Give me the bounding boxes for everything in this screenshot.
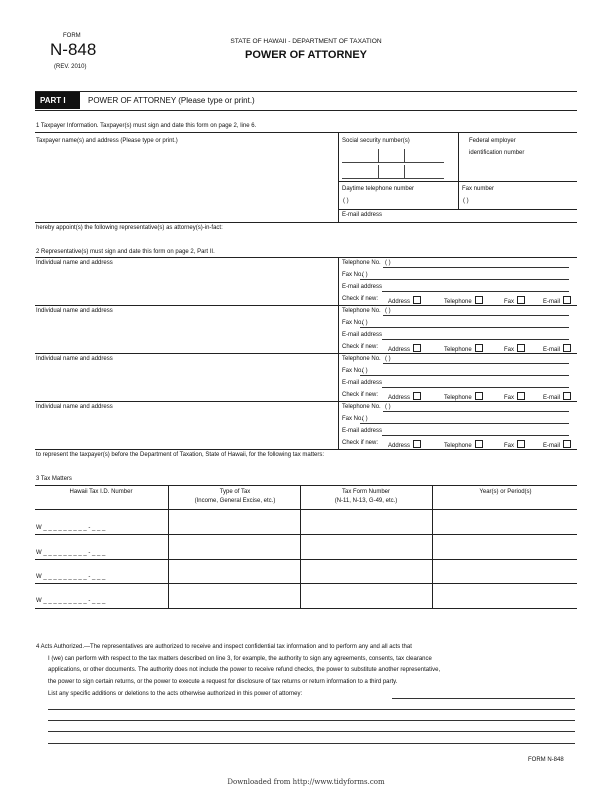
rep-email-label: E-mail address bbox=[342, 332, 383, 338]
rep-telephone-paren: ( ) bbox=[385, 356, 391, 362]
rep-fax-field[interactable] bbox=[360, 279, 569, 280]
checkbox-email[interactable] bbox=[563, 440, 571, 448]
tax-id-cell[interactable]: W _ _ _ _ _ _ _ _ _ - _ _ _ bbox=[36, 598, 106, 604]
rep-email-field[interactable] bbox=[382, 339, 569, 340]
form-title: POWER OF ATTORNEY bbox=[244, 49, 368, 61]
section1-heading: 1 Taxpayer Information. Taxpayer(s) must sign and date this form on page 2, line 6. bbox=[36, 123, 257, 129]
opt-email-label: E-mail bbox=[543, 299, 561, 305]
fein-label-2: identification number bbox=[469, 150, 525, 156]
col-type-of-tax: Type of Tax bbox=[219, 489, 251, 495]
checkbox-email[interactable] bbox=[563, 344, 571, 352]
check-if-new-label: Check if new: bbox=[342, 440, 379, 446]
col-hawaii-tax-id: Hawaii Tax I.D. Number bbox=[69, 489, 133, 495]
section4-line4: the power to sign certain returns, or the power to execute a request for disclosure of tax returns or return information to a third party. bbox=[48, 679, 398, 685]
rep-fax-field[interactable] bbox=[360, 375, 569, 376]
checkbox-telephone[interactable] bbox=[475, 296, 483, 304]
rep-email-label: E-mail address bbox=[342, 284, 383, 290]
acts-additions-line[interactable] bbox=[48, 731, 575, 732]
rep-telephone-field[interactable] bbox=[383, 411, 569, 412]
rep-fax-paren: ( ) bbox=[362, 368, 368, 374]
acts-additions-line[interactable] bbox=[48, 720, 575, 721]
opt-address-label: Address bbox=[388, 443, 411, 449]
rep-name-address-field[interactable] bbox=[36, 316, 334, 352]
opt-telephone-label: Telephone bbox=[444, 443, 472, 449]
fax-number-field[interactable]: ( ) bbox=[463, 198, 469, 204]
checkbox-fax[interactable] bbox=[517, 344, 525, 352]
ssn-field-1[interactable] bbox=[342, 149, 444, 163]
checkbox-email[interactable] bbox=[563, 392, 571, 400]
rep-telephone-label: Telephone No. bbox=[342, 404, 381, 410]
tax-id-cell[interactable]: W _ _ _ _ _ _ _ _ _ - _ _ _ bbox=[36, 525, 106, 531]
col-tax-form-number-sub: (N-11, N-13, G-49, etc.) bbox=[334, 498, 398, 504]
fax-number-label: Fax number bbox=[462, 186, 495, 192]
opt-fax-label: Fax bbox=[504, 347, 515, 353]
rep-telephone-paren: ( ) bbox=[385, 260, 391, 266]
section4-line1: 4 Acts Authorized.—The representatives are authorized to receive and inspect confidential tax information and to perform any and all acts that bbox=[36, 644, 412, 650]
rep-email-field[interactable] bbox=[382, 387, 569, 388]
rep-telephone-field[interactable] bbox=[383, 315, 569, 316]
rep-telephone-label: Telephone No. bbox=[342, 308, 381, 314]
part1-title: POWER OF ATTORNEY (Please type or print.) bbox=[88, 96, 255, 105]
acts-additions-line[interactable] bbox=[48, 743, 575, 744]
taxpayer-name-address-label: Taxpayer name(s) and address (Please type or print.) bbox=[36, 138, 178, 144]
rep-fax-paren: ( ) bbox=[362, 272, 368, 278]
checkbox-address[interactable] bbox=[413, 296, 421, 304]
rep-check-new-row bbox=[342, 344, 577, 351]
checkbox-fax[interactable] bbox=[517, 296, 525, 304]
checkbox-email[interactable] bbox=[563, 296, 571, 304]
taxpayer-name-address-field[interactable] bbox=[36, 146, 336, 209]
daytime-phone-label: Daytime telephone number bbox=[342, 186, 415, 192]
rep-name-label: Individual name and address bbox=[36, 404, 113, 410]
section4-line2: I (we) can perform with respect to the tax matters described on line 3, for example, the authority to sign any agreements, consents, tax clearance bbox=[48, 656, 432, 662]
ssn-field-2[interactable] bbox=[342, 165, 444, 179]
part1-label: PART I bbox=[40, 96, 66, 105]
email-address-label: E-mail address bbox=[342, 212, 383, 218]
checkbox-fax[interactable] bbox=[517, 440, 525, 448]
col-type-of-tax-sub: (Income, General Excise, etc.) bbox=[194, 498, 276, 504]
rep-email-field[interactable] bbox=[382, 291, 569, 292]
ssn-label: Social security number(s) bbox=[342, 138, 410, 144]
check-if-new-label: Check if new: bbox=[342, 296, 379, 302]
rep-fax-paren: ( ) bbox=[362, 416, 368, 422]
opt-telephone-label: Telephone bbox=[444, 347, 472, 353]
opt-email-label: E-mail bbox=[543, 443, 561, 449]
rep-check-new-row bbox=[342, 296, 577, 303]
rep-check-new-row bbox=[342, 440, 577, 447]
rep-telephone-label: Telephone No. bbox=[342, 260, 381, 266]
rep-fax-label: Fax No. bbox=[342, 320, 364, 326]
email-address-field[interactable] bbox=[400, 211, 575, 221]
section3-heading: 3 Tax Matters bbox=[36, 476, 72, 482]
rep-fax-label: Fax No. bbox=[342, 272, 364, 278]
section4-line3: applications, or other documents. The authority does not include the power to receive refund checks, the power to substitute another representative, bbox=[48, 667, 441, 673]
opt-fax-label: Fax bbox=[504, 395, 515, 401]
rep-name-address-field[interactable] bbox=[36, 412, 334, 448]
daytime-phone-field[interactable]: ( ) bbox=[343, 198, 349, 204]
opt-telephone-label: Telephone bbox=[444, 395, 472, 401]
represent-text: to represent the taxpayer(s) before the Department of Taxation, State of Hawaii, for the following tax matters: bbox=[36, 452, 325, 458]
rep-email-field[interactable] bbox=[382, 435, 569, 436]
tax-id-cell[interactable]: W _ _ _ _ _ _ _ _ _ - _ _ _ bbox=[36, 550, 106, 556]
opt-address-label: Address bbox=[388, 299, 411, 305]
col-tax-form-number: Tax Form Number bbox=[341, 489, 390, 495]
check-if-new-label: Check if new: bbox=[342, 344, 379, 350]
checkbox-fax[interactable] bbox=[517, 392, 525, 400]
section2-heading: 2 Representative(s) must sign and date this form on page 2, Part II. bbox=[36, 249, 215, 255]
rep-check-new-row bbox=[342, 392, 577, 399]
rep-fax-field[interactable] bbox=[360, 423, 569, 424]
rep-name-label: Individual name and address bbox=[36, 308, 113, 314]
opt-address-label: Address bbox=[388, 347, 411, 353]
check-if-new-label: Check if new: bbox=[342, 392, 379, 398]
checkbox-telephone[interactable] bbox=[475, 344, 483, 352]
downloaded-from: Downloaded from http://www.tidyforms.com bbox=[227, 778, 385, 786]
footer-form-id: FORM N-848 bbox=[528, 757, 564, 763]
rep-telephone-field[interactable] bbox=[383, 363, 569, 364]
tax-id-cell[interactable]: W _ _ _ _ _ _ _ _ _ - _ _ _ bbox=[36, 574, 106, 580]
form-number: N-848 bbox=[50, 40, 97, 59]
fein-field[interactable] bbox=[462, 160, 574, 182]
checkbox-address[interactable] bbox=[413, 392, 421, 400]
col-years-periods: Year(s) or Period(s) bbox=[479, 489, 532, 495]
fein-label: Federal employer bbox=[469, 138, 516, 144]
checkbox-address[interactable] bbox=[413, 344, 421, 352]
rep-telephone-paren: ( ) bbox=[385, 308, 391, 314]
rep-fax-label: Fax No. bbox=[342, 368, 364, 374]
rep-name-address-field[interactable] bbox=[36, 268, 334, 304]
opt-address-label: Address bbox=[388, 395, 411, 401]
opt-email-label: E-mail bbox=[543, 395, 561, 401]
opt-telephone-label: Telephone bbox=[444, 299, 472, 305]
rep-name-label: Individual name and address bbox=[36, 260, 113, 266]
checkbox-telephone[interactable] bbox=[475, 440, 483, 448]
rep-name-label: Individual name and address bbox=[36, 356, 113, 362]
opt-fax-label: Fax bbox=[504, 299, 515, 305]
rep-telephone-label: Telephone No. bbox=[342, 356, 381, 362]
checkbox-telephone[interactable] bbox=[475, 392, 483, 400]
rep-fax-field[interactable] bbox=[360, 327, 569, 328]
rep-fax-label: Fax No. bbox=[342, 416, 364, 422]
rep-fax-paren: ( ) bbox=[362, 320, 368, 326]
agency-name: STATE OF HAWAII - DEPARTMENT OF TAXATION bbox=[230, 38, 382, 45]
opt-fax-label: Fax bbox=[504, 443, 515, 449]
section4-line5: List any specific additions or deletions to the acts otherwise authorized in this power of attorney: bbox=[48, 691, 303, 697]
acts-additions-line[interactable] bbox=[48, 709, 575, 710]
rep-telephone-paren: ( ) bbox=[385, 404, 391, 410]
opt-email-label: E-mail bbox=[543, 347, 561, 353]
rep-email-label: E-mail address bbox=[342, 428, 383, 434]
rep-email-label: E-mail address bbox=[342, 380, 383, 386]
acts-additions-line[interactable] bbox=[392, 698, 575, 699]
rep-telephone-field[interactable] bbox=[383, 267, 569, 268]
form-label: FORM bbox=[63, 33, 81, 39]
rep-name-address-field[interactable] bbox=[36, 364, 334, 400]
form-revision: (REV. 2010) bbox=[54, 64, 87, 70]
checkbox-address[interactable] bbox=[413, 440, 421, 448]
appoint-text: hereby appoint(s) the following representative(s) as attorney(s)-in-fact: bbox=[36, 225, 223, 231]
